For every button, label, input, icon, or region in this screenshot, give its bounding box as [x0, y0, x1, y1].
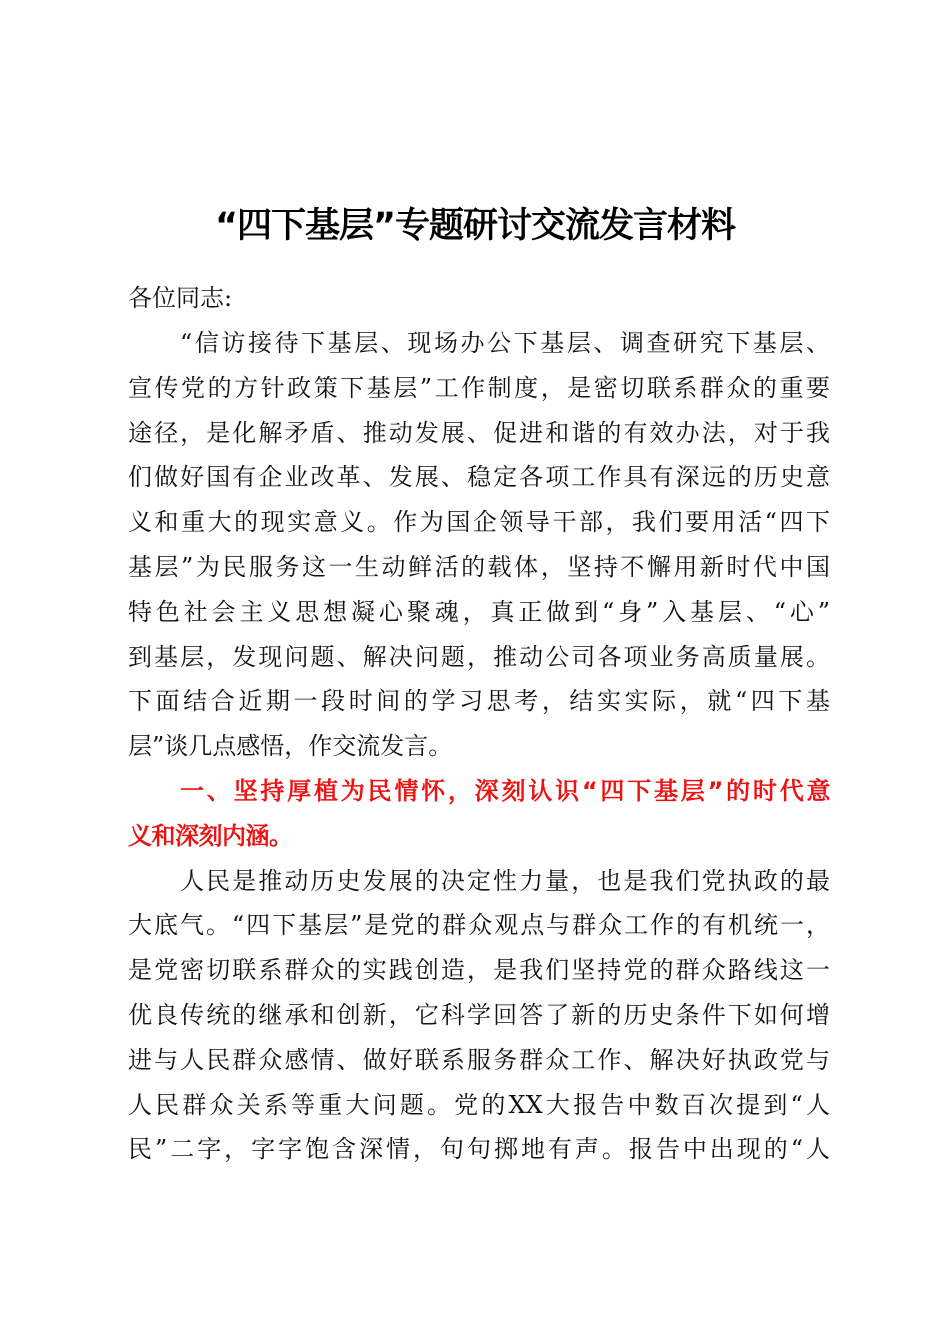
- paragraph-line: 进与人民群众感情、做好联系服务群众工作、解决好执政党与: [128, 1045, 830, 1074]
- paragraph-line: 人民是推动历史发展的决定性力量，也是我们党执政的最: [180, 866, 830, 895]
- paragraph-line: 人民群众关系等重大问题。党的XX大报告中数百次提到“人: [128, 1090, 830, 1119]
- paragraph-line: 义和重大的现实意义。作为国企领导干部，我们要用活“四下: [128, 508, 830, 537]
- paragraph-line: 宣传党的方针政策下基层”工作制度，是密切联系群众的重要: [128, 373, 830, 402]
- paragraph-line: 层”谈几点感悟，作交流发言。: [128, 732, 453, 761]
- paragraph-line: 到基层，发现问题、解决问题，推动公司各项业务高质量展。: [128, 642, 830, 671]
- paragraph-line: 民”二字，字字饱含深情，句句掷地有声。报告中出现的“人: [128, 1135, 830, 1164]
- paragraph-line: 优良传统的继承和创新，它科学回答了新的历史条件下如何增: [128, 1001, 830, 1029]
- paragraph-line: “信访接待下基层、现场办公下基层、调查研究下基层、: [180, 329, 830, 357]
- paragraph-line: 基层”为民服务这一生动鲜活的载体，坚持不懈用新时代中国: [128, 553, 830, 581]
- paragraph-line: 特色社会主义思想凝心聚魂，真正做到“身”入基层、“心”: [128, 597, 830, 626]
- paragraph-line: 们做好国有企业改革、发展、稳定各项工作具有深远的历史意: [128, 463, 830, 492]
- paragraph-line: 下面结合近期一段时间的学习思考，结实实际，就“四下基: [128, 687, 830, 716]
- document-title: “四下基层”专题研讨交流发言材料: [214, 206, 735, 246]
- section-heading-line: 一、坚持厚植为民情怀，深刻认识“四下基层”的时代意: [180, 777, 830, 805]
- salutation: 各位同志:: [128, 284, 233, 312]
- paragraph-line: 是党密切联系群众的实践创造，是我们坚持党的群众路线这一: [128, 956, 830, 985]
- section-heading-line: 义和深刻内涵。: [128, 821, 293, 850]
- paragraph-line: 大底气。“四下基层”是党的群众观点与群众工作的有机统一，: [128, 911, 830, 940]
- paragraph-line: 途径，是化解矛盾、推动发展、促进和谐的有效办法，对于我: [128, 418, 830, 447]
